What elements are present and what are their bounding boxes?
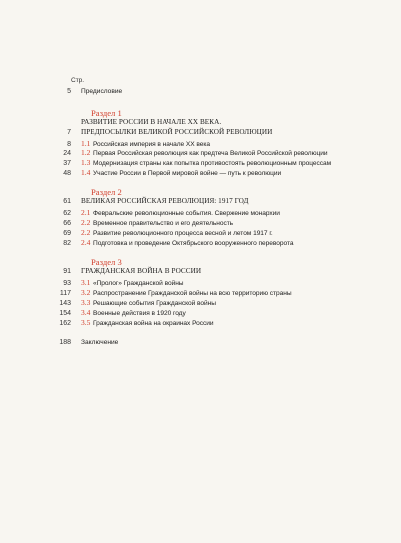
section-3-title-line-1[interactable] xyxy=(0,267,201,277)
section-1-title-line-1[interactable] xyxy=(0,118,221,128)
toc-entry-1-4[interactable] xyxy=(0,168,281,178)
page-number: 61 xyxy=(63,198,71,205)
section-title: ВЕЛИКАЯ РОССИЙСКАЯ РЕВОЛЮЦИЯ: 1917 ГОД xyxy=(81,197,249,205)
page-number: 143 xyxy=(59,300,71,307)
toc-entry-2-1[interactable] xyxy=(0,208,280,218)
entry-title: Гражданская война на окраинах России xyxy=(93,320,214,327)
entry-title: Участие России в Первой мировой войне — путь к революции xyxy=(93,170,282,177)
entry-number: 1.2 xyxy=(81,148,91,157)
entry-number: 2.1 xyxy=(81,208,91,217)
entry-number: 3.4 xyxy=(81,308,91,317)
page-number: 91 xyxy=(63,268,71,275)
page-number: 48 xyxy=(63,170,71,177)
toc-entry-3-5[interactable] xyxy=(0,318,214,328)
toc-entry-2-4[interactable] xyxy=(0,238,293,248)
entry-title: Первая Российская революция как предтеча Великой Российской революции xyxy=(93,150,328,157)
entry-number: 2.2 xyxy=(81,218,91,227)
section-2-title-line-1[interactable] xyxy=(0,197,248,207)
page-number: 188 xyxy=(59,339,71,346)
page-number: 37 xyxy=(63,160,71,167)
entry-title: Военные действия в 1920 году xyxy=(93,310,186,317)
page-column-label: Стр. xyxy=(71,77,85,84)
entry-title: Предисловие xyxy=(81,88,123,95)
entry-number: 1.4 xyxy=(81,168,91,177)
page-number: 7 xyxy=(67,129,71,136)
section-1-heading: Раздел 1 xyxy=(91,108,122,118)
entry-number: 3.3 xyxy=(81,298,91,307)
toc-entry-3-1[interactable] xyxy=(0,278,184,288)
toc-entry-2-2[interactable] xyxy=(0,218,233,228)
entry-title: Модернизация страны как попытка противостоять революционным процессам xyxy=(93,160,332,167)
entry-title: Заключение xyxy=(81,339,119,346)
toc-entry-1-3[interactable] xyxy=(0,158,331,168)
page-number: 62 xyxy=(63,210,71,217)
entry-number: 2.4 xyxy=(81,238,91,247)
entry-title: «Пролог» Гражданской войны xyxy=(93,280,184,287)
section-3-heading: Раздел 3 xyxy=(91,257,122,267)
entry-title: Подготовка и проведение Октябрьского вооруженного переворота xyxy=(93,240,294,247)
page-number: 162 xyxy=(59,320,71,327)
entry-number: 1.1 xyxy=(81,139,91,148)
page-number: 24 xyxy=(63,150,71,157)
section-title: ГРАЖДАНСКАЯ ВОЙНА В РОССИИ xyxy=(81,267,202,275)
toc-entry-2-3[interactable] xyxy=(0,228,273,238)
toc-entry-3-3[interactable] xyxy=(0,298,216,308)
page-number: 69 xyxy=(63,230,71,237)
page-number: 154 xyxy=(59,310,71,317)
entry-title: Развитие революционного процесса весной и летом 1917 г. xyxy=(93,230,273,237)
toc-entry-intro[interactable] xyxy=(0,88,122,98)
toc-entry-1-2[interactable] xyxy=(0,148,327,158)
section-title: ПРЕДПОСЫЛКИ ВЕЛИКОЙ РОССИЙСКОЙ РЕВОЛЮЦИИ xyxy=(81,128,273,136)
toc-entry-3-2[interactable] xyxy=(0,288,292,298)
page-number: 5 xyxy=(67,88,71,95)
entry-number: 3.5 xyxy=(81,318,91,327)
entry-title: Решающие события Гражданской войны xyxy=(93,300,216,307)
entry-title: Распространение Гражданской войны на всю территорию страны xyxy=(93,290,292,297)
toc-entry-3-4[interactable] xyxy=(0,308,186,318)
section-title: РАЗВИТИЕ РОССИИ В НАЧАЛЕ XX ВЕКА. xyxy=(81,118,222,126)
entry-number: 3.1 xyxy=(81,278,91,287)
section-1-title-line-2[interactable] xyxy=(0,128,272,138)
entry-number: 3.2 xyxy=(81,288,91,297)
entry-number: 2.2 xyxy=(81,228,91,237)
page-number: 93 xyxy=(63,280,71,287)
entry-title: Февральские революционные события. Свержение монархии xyxy=(93,210,280,217)
toc-entry-conclusion[interactable] xyxy=(0,339,118,349)
page-number: 66 xyxy=(63,220,71,227)
entry-title: Российская империя в начале XX века xyxy=(93,141,210,148)
page-number: 8 xyxy=(67,141,71,148)
entry-number: 1.3 xyxy=(81,158,91,167)
page-number: 82 xyxy=(63,240,71,247)
entry-title: Временное правительство и его деятельность xyxy=(93,220,234,227)
section-2-heading: Раздел 2 xyxy=(91,187,122,197)
page-number: 117 xyxy=(59,290,71,297)
